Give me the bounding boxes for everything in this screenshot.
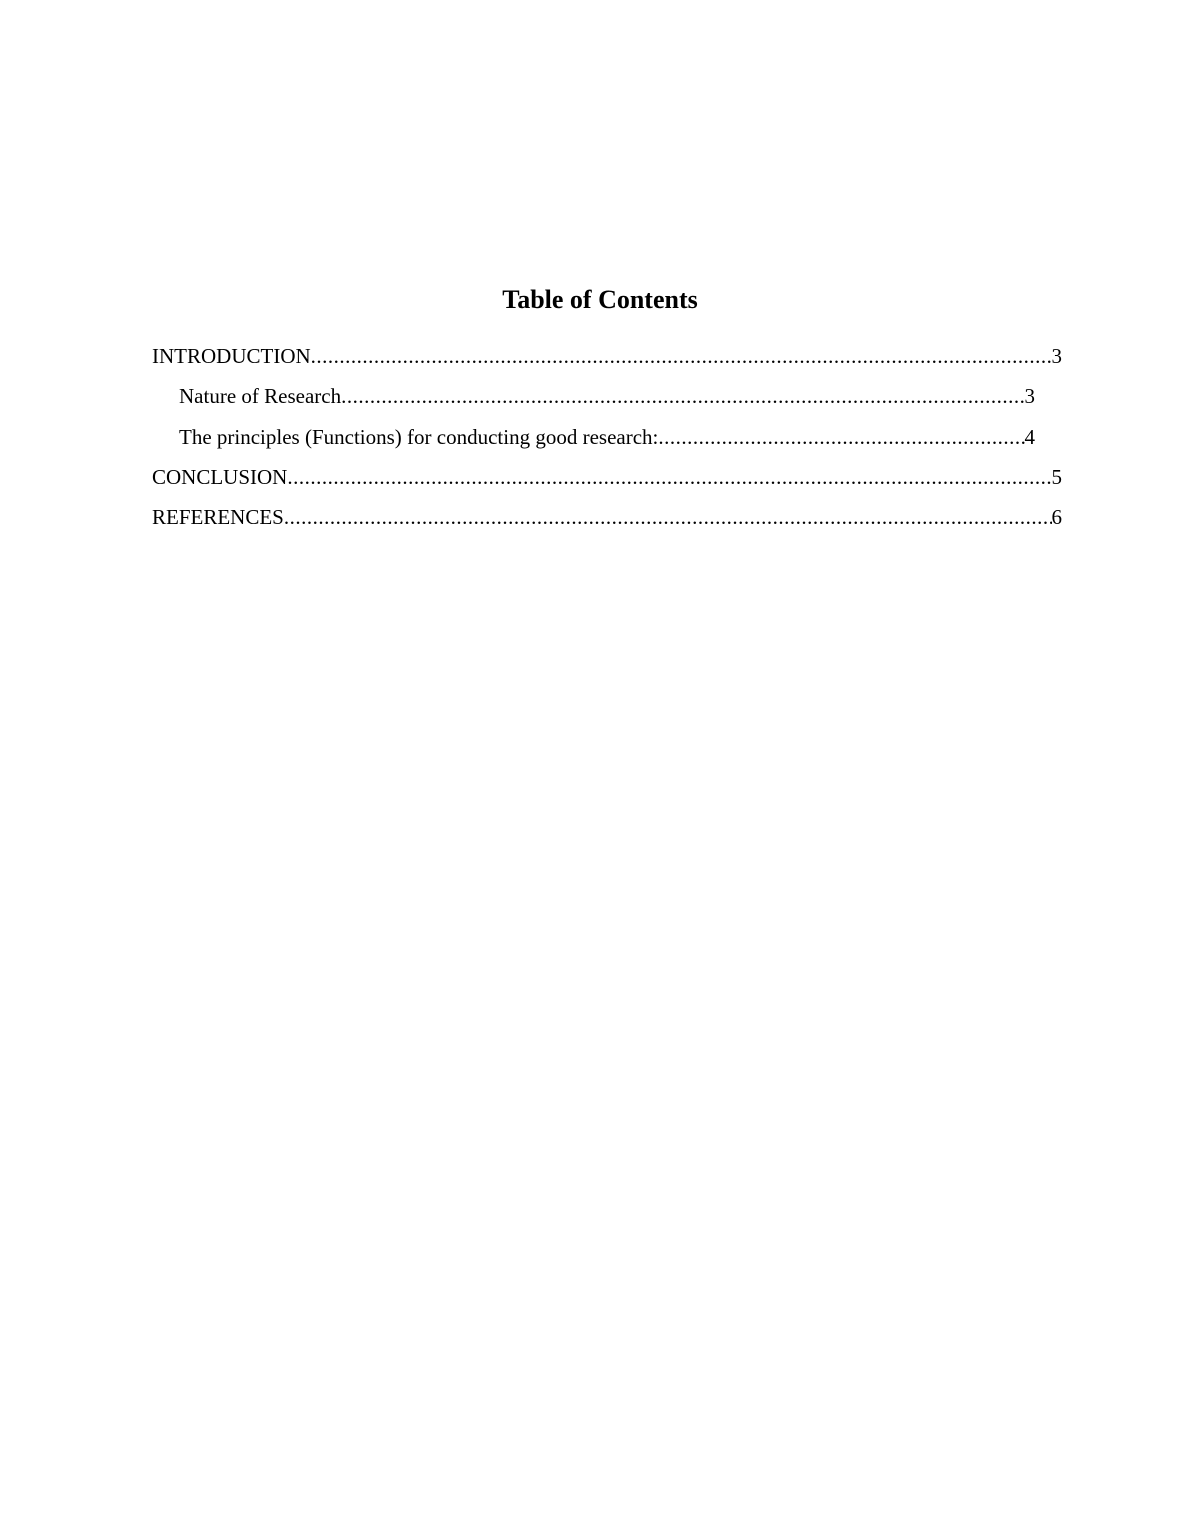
toc-entry-label: Nature of Research bbox=[179, 384, 342, 409]
toc-page-number: 3 bbox=[1024, 384, 1035, 409]
toc-entry-label: CONCLUSION bbox=[152, 464, 288, 489]
toc-entry-introduction[interactable] bbox=[152, 340, 1062, 380]
toc-entry-principles[interactable] bbox=[152, 421, 1035, 461]
toc-dot-leader bbox=[311, 340, 1052, 372]
toc-dot-leader bbox=[658, 421, 1024, 453]
toc-page-number: 5 bbox=[1051, 464, 1062, 489]
toc-page-number: 3 bbox=[1051, 344, 1062, 368]
toc-entry-nature-of-research[interactable] bbox=[152, 380, 1035, 420]
toc-page-number: 6 bbox=[1051, 505, 1062, 530]
toc-dot-leader bbox=[284, 501, 1052, 533]
toc-entry-label: The principles (Functions) for conducting good research: bbox=[179, 424, 659, 449]
toc-dot-leader bbox=[341, 380, 1024, 412]
toc-entry-references[interactable] bbox=[152, 501, 1062, 541]
toc-entry-label: REFERENCES bbox=[152, 505, 284, 530]
toc-list bbox=[152, 340, 1062, 541]
toc-dot-leader bbox=[287, 461, 1051, 493]
toc-entry-conclusion[interactable] bbox=[152, 461, 1062, 501]
toc-entry-label: INTRODUCTION bbox=[152, 344, 311, 368]
toc-page-number: 4 bbox=[1024, 424, 1035, 449]
toc-title: Table of Contents bbox=[502, 285, 698, 314]
